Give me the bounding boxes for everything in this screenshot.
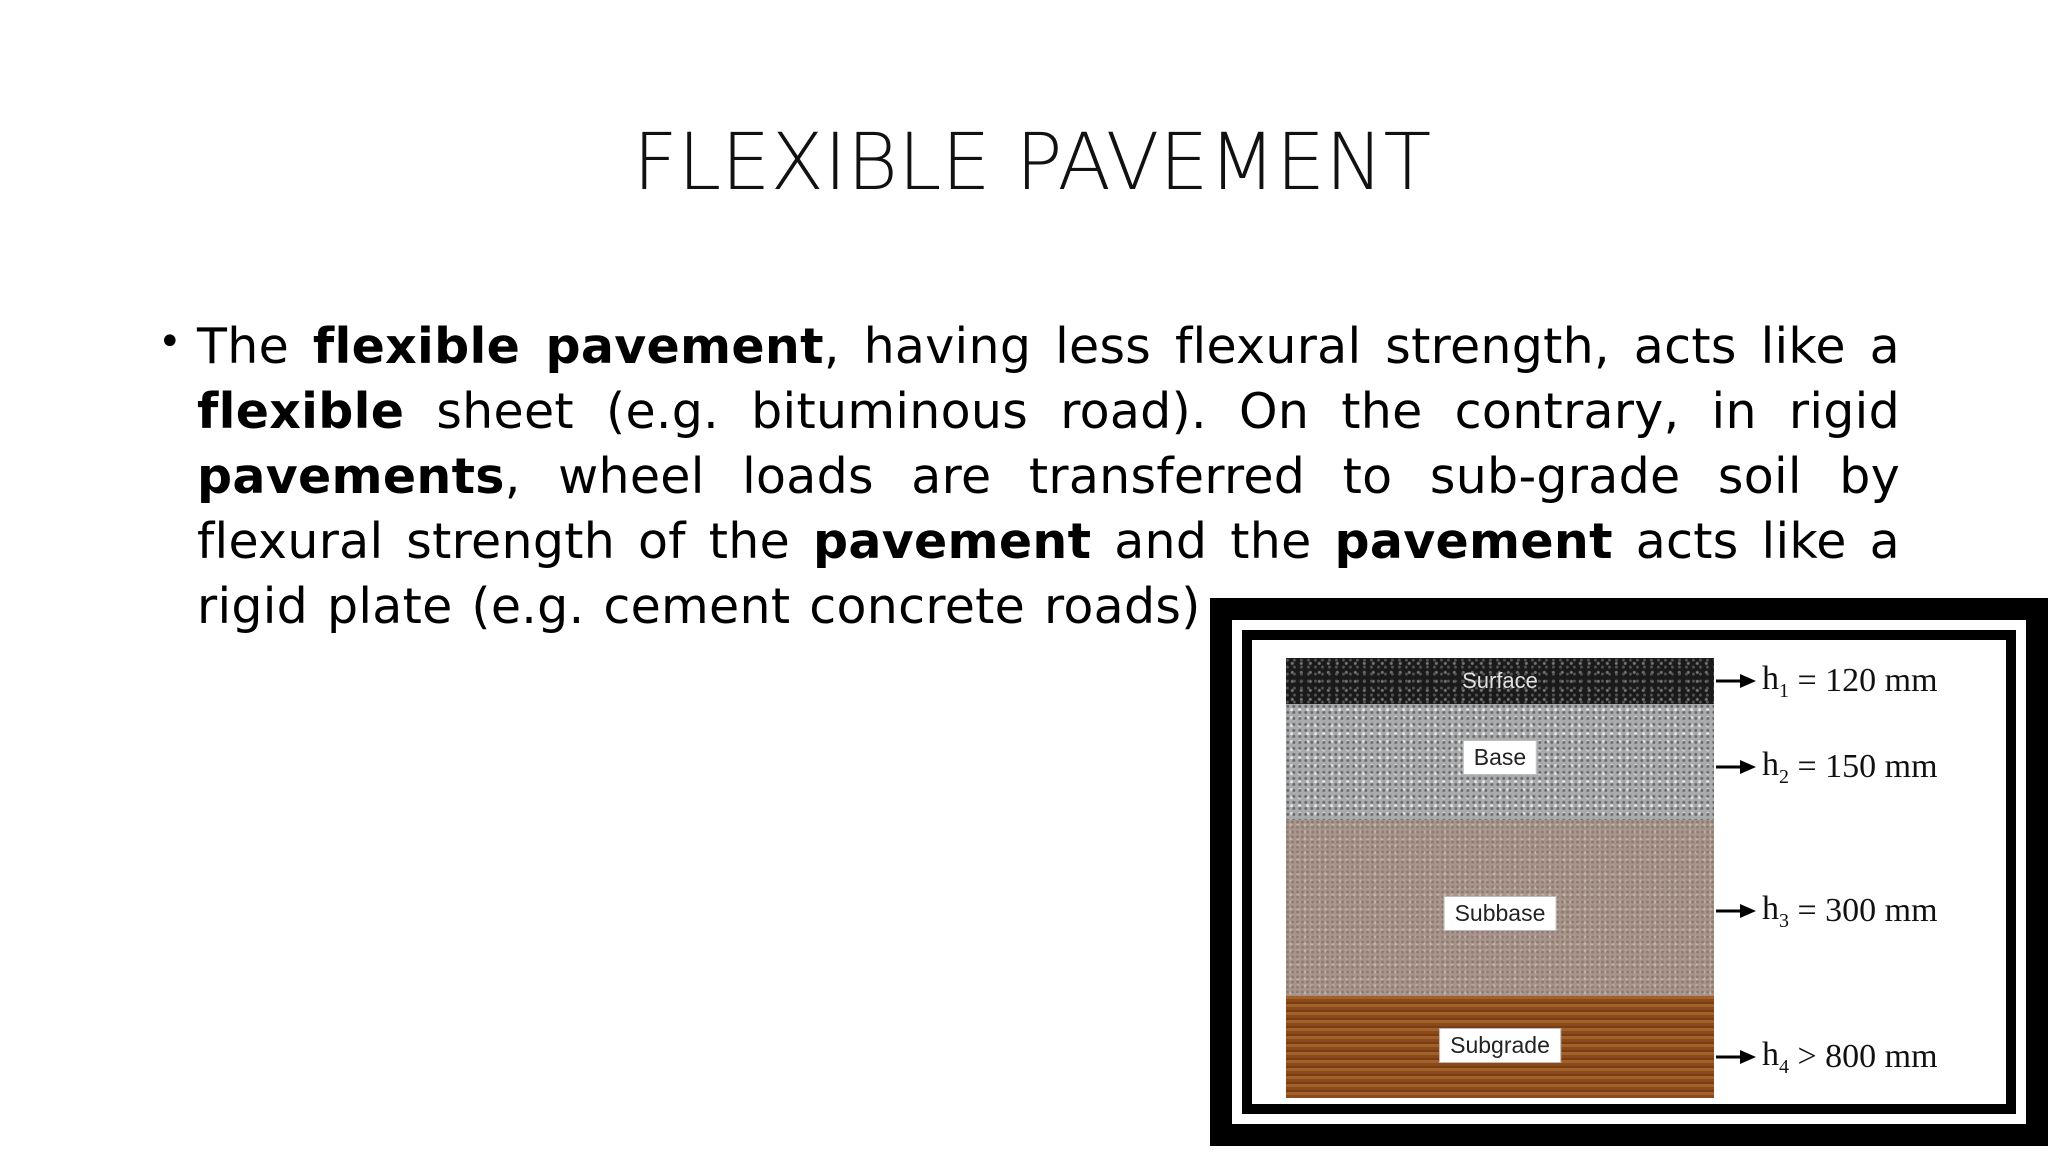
bold-run: pavement: [813, 513, 1092, 570]
thickness-value: = 120 mm: [1797, 662, 1938, 700]
pavement-figure-frame: [1210, 598, 2048, 1146]
bold-run: pavement: [1334, 513, 1613, 570]
bold-run: pavements: [197, 448, 505, 505]
right-arrow-icon: [1716, 671, 1756, 691]
layer-base: [1286, 704, 1714, 820]
thickness-value: > 800 mm: [1797, 1038, 1938, 1076]
layer-label-base: Base: [1463, 740, 1537, 775]
thickness-subscript: 4: [1779, 1055, 1789, 1078]
layer-label-subgrade: Subgrade: [1439, 1028, 1561, 1063]
thickness-symbol: h: [1762, 746, 1779, 783]
bold-run: flexible pavement: [312, 318, 824, 375]
frame-border-black: [1242, 630, 2016, 1114]
thickness-value: = 300 mm: [1797, 892, 1938, 930]
layer-subbase: [1286, 820, 1714, 996]
layer-label-surface: Surface: [1462, 668, 1538, 693]
layer-subgrade: [1286, 996, 1714, 1098]
thickness-subscript: 3: [1779, 909, 1789, 932]
text-run: and the: [1091, 513, 1335, 570]
text-run: , having less flexural strength, acts like a: [823, 318, 1900, 375]
pavement-figure: [1252, 640, 2006, 1104]
thickness-h4: [1716, 1036, 1938, 1079]
thickness-subscript: 1: [1779, 679, 1789, 702]
text-run: acts like a rigid plate (e.g. cement concrete roads): [197, 513, 1900, 635]
right-arrow-icon: [1716, 1047, 1756, 1067]
slide-title: FLEXIBLE PAVEMENT: [632, 118, 1432, 208]
bullet-paragraph: [197, 314, 1900, 639]
layer-label-subbase: Subbase: [1444, 896, 1557, 931]
thickness-subscript: 2: [1779, 765, 1789, 788]
bold-run: flexible: [197, 383, 405, 440]
right-arrow-icon: [1716, 901, 1756, 921]
layer-stack: [1286, 658, 1714, 1098]
thickness-h1: [1716, 660, 1938, 703]
right-arrow-icon: [1716, 757, 1756, 777]
bullet-marker: •: [158, 319, 182, 365]
text-run: , wheel loads are transferred to sub-grade soil by flexural strength of the: [197, 448, 1900, 570]
text-run: The: [197, 318, 313, 375]
thickness-value: = 150 mm: [1797, 748, 1938, 786]
thickness-h2: [1716, 746, 1938, 789]
thickness-symbol: h: [1762, 890, 1779, 927]
thickness-h3: [1716, 890, 1938, 933]
thickness-symbol: h: [1762, 660, 1779, 697]
text-run: sheet (e.g. bituminous road). On the contrary, in rigid: [404, 383, 1900, 440]
layer-surface: [1286, 658, 1714, 704]
thickness-symbol: h: [1762, 1036, 1779, 1073]
frame-border-white: [1232, 620, 2026, 1124]
